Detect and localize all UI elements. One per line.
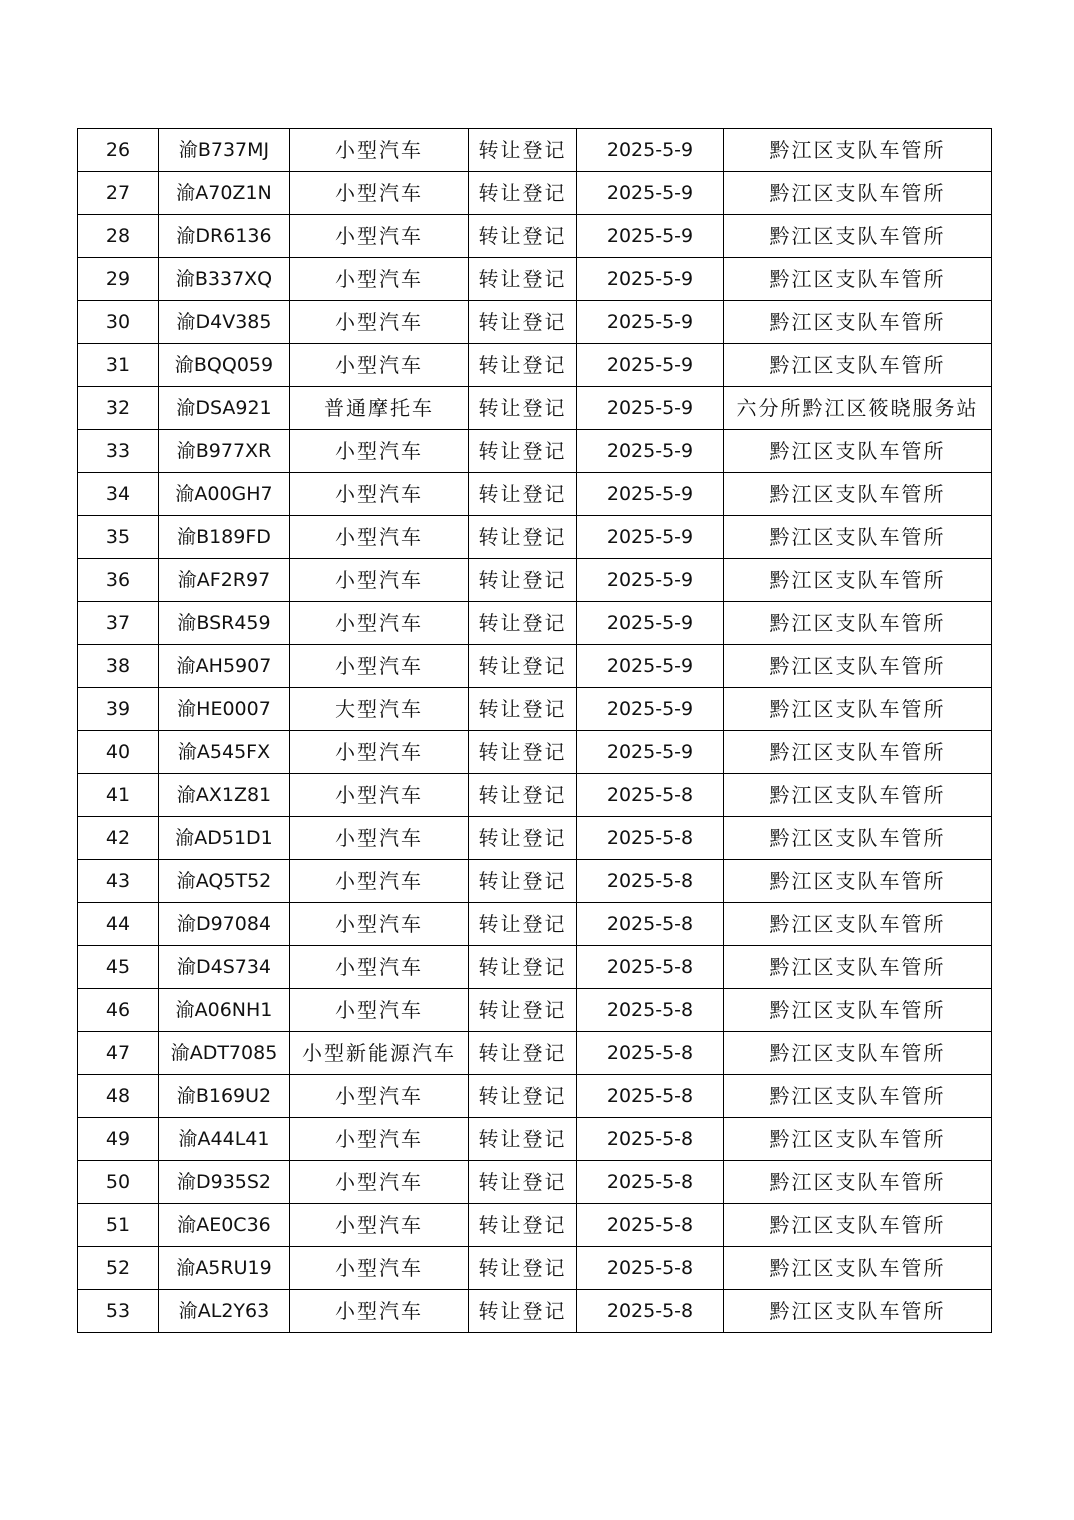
table-row xyxy=(78,1075,992,1118)
cell-plate-number: 渝AH5907 xyxy=(159,645,290,688)
cell-number: 47 xyxy=(78,1032,159,1075)
cell-business-type: 转让登记 xyxy=(469,1204,577,1247)
table-row xyxy=(78,1247,992,1290)
cell-vehicle-type: 小型汽车 xyxy=(290,473,469,516)
cell-vehicle-type: 小型汽车 xyxy=(290,129,469,172)
cell-vehicle-type: 小型汽车 xyxy=(290,172,469,215)
cell-plate-number: 渝D97084 xyxy=(159,903,290,946)
cell-office: 黔江区支队车管所 xyxy=(724,817,992,860)
cell-date: 2025-5-9 xyxy=(577,344,724,387)
cell-vehicle-type: 小型汽车 xyxy=(290,1204,469,1247)
cell-date: 2025-5-9 xyxy=(577,258,724,301)
cell-office: 黔江区支队车管所 xyxy=(724,129,992,172)
cell-date: 2025-5-9 xyxy=(577,129,724,172)
cell-office: 黔江区支队车管所 xyxy=(724,172,992,215)
cell-plate-number: 渝D935S2 xyxy=(159,1161,290,1204)
cell-office: 黔江区支队车管所 xyxy=(724,1290,992,1333)
cell-date: 2025-5-8 xyxy=(577,774,724,817)
cell-office: 黔江区支队车管所 xyxy=(724,1118,992,1161)
cell-office: 黔江区支队车管所 xyxy=(724,1032,992,1075)
cell-vehicle-type: 小型汽车 xyxy=(290,1118,469,1161)
table-row xyxy=(78,258,992,301)
table-row xyxy=(78,516,992,559)
cell-business-type: 转让登记 xyxy=(469,645,577,688)
cell-number: 38 xyxy=(78,645,159,688)
table-row xyxy=(78,645,992,688)
cell-number: 29 xyxy=(78,258,159,301)
cell-office: 黔江区支队车管所 xyxy=(724,903,992,946)
cell-office: 黔江区支队车管所 xyxy=(724,258,992,301)
cell-business-type: 转让登记 xyxy=(469,774,577,817)
cell-number: 37 xyxy=(78,602,159,645)
cell-business-type: 转让登记 xyxy=(469,903,577,946)
cell-number: 34 xyxy=(78,473,159,516)
cell-office: 黔江区支队车管所 xyxy=(724,215,992,258)
cell-date: 2025-5-9 xyxy=(577,430,724,473)
cell-date: 2025-5-8 xyxy=(577,1247,724,1290)
table-row xyxy=(78,774,992,817)
cell-office: 黔江区支队车管所 xyxy=(724,688,992,731)
cell-business-type: 转让登记 xyxy=(469,215,577,258)
cell-plate-number: 渝BQQ059 xyxy=(159,344,290,387)
cell-business-type: 转让登记 xyxy=(469,1032,577,1075)
cell-plate-number: 渝ADT7085 xyxy=(159,1032,290,1075)
table-row xyxy=(78,430,992,473)
cell-date: 2025-5-8 xyxy=(577,1118,724,1161)
cell-number: 44 xyxy=(78,903,159,946)
cell-date: 2025-5-8 xyxy=(577,1290,724,1333)
cell-business-type: 转让登记 xyxy=(469,172,577,215)
registration-table xyxy=(77,128,992,1333)
table-row xyxy=(78,1161,992,1204)
cell-number: 27 xyxy=(78,172,159,215)
table-row xyxy=(78,1118,992,1161)
cell-vehicle-type: 小型汽车 xyxy=(290,989,469,1032)
cell-plate-number: 渝A06NH1 xyxy=(159,989,290,1032)
cell-plate-number: 渝D4V385 xyxy=(159,301,290,344)
cell-business-type: 转让登记 xyxy=(469,344,577,387)
cell-office: 黔江区支队车管所 xyxy=(724,430,992,473)
table-row xyxy=(78,559,992,602)
table-row xyxy=(78,860,992,903)
cell-date: 2025-5-9 xyxy=(577,387,724,430)
registration-table-body xyxy=(78,129,992,1333)
cell-number: 30 xyxy=(78,301,159,344)
cell-office: 黔江区支队车管所 xyxy=(724,1075,992,1118)
cell-business-type: 转让登记 xyxy=(469,430,577,473)
cell-vehicle-type: 小型汽车 xyxy=(290,559,469,602)
cell-date: 2025-5-9 xyxy=(577,301,724,344)
cell-plate-number: 渝AL2Y63 xyxy=(159,1290,290,1333)
cell-business-type: 转让登记 xyxy=(469,688,577,731)
cell-number: 36 xyxy=(78,559,159,602)
table-row xyxy=(78,903,992,946)
cell-date: 2025-5-9 xyxy=(577,688,724,731)
cell-date: 2025-5-8 xyxy=(577,817,724,860)
cell-plate-number: 渝B337XQ xyxy=(159,258,290,301)
cell-plate-number: 渝A5RU19 xyxy=(159,1247,290,1290)
cell-vehicle-type: 小型汽车 xyxy=(290,946,469,989)
cell-number: 42 xyxy=(78,817,159,860)
cell-office: 黔江区支队车管所 xyxy=(724,774,992,817)
cell-number: 51 xyxy=(78,1204,159,1247)
cell-plate-number: 渝B189FD xyxy=(159,516,290,559)
cell-plate-number: 渝DR6136 xyxy=(159,215,290,258)
cell-date: 2025-5-8 xyxy=(577,1075,724,1118)
cell-date: 2025-5-8 xyxy=(577,1204,724,1247)
cell-date: 2025-5-9 xyxy=(577,602,724,645)
cell-office: 黔江区支队车管所 xyxy=(724,860,992,903)
table-row xyxy=(78,602,992,645)
cell-plate-number: 渝A545FX xyxy=(159,731,290,774)
cell-vehicle-type: 小型汽车 xyxy=(290,1290,469,1333)
cell-office: 黔江区支队车管所 xyxy=(724,559,992,602)
cell-vehicle-type: 小型汽车 xyxy=(290,516,469,559)
cell-vehicle-type: 小型汽车 xyxy=(290,215,469,258)
cell-office: 黔江区支队车管所 xyxy=(724,1161,992,1204)
cell-office: 黔江区支队车管所 xyxy=(724,1204,992,1247)
table-row xyxy=(78,946,992,989)
cell-vehicle-type: 小型汽车 xyxy=(290,903,469,946)
table-row xyxy=(78,387,992,430)
cell-office: 六分所黔江区筱晓服务站 xyxy=(724,387,992,430)
cell-date: 2025-5-8 xyxy=(577,989,724,1032)
cell-business-type: 转让登记 xyxy=(469,473,577,516)
table-row xyxy=(78,731,992,774)
table-row xyxy=(78,688,992,731)
cell-vehicle-type: 小型汽车 xyxy=(290,258,469,301)
cell-plate-number: 渝B169U2 xyxy=(159,1075,290,1118)
cell-date: 2025-5-9 xyxy=(577,516,724,559)
cell-vehicle-type: 小型新能源汽车 xyxy=(290,1032,469,1075)
cell-business-type: 转让登记 xyxy=(469,301,577,344)
cell-number: 39 xyxy=(78,688,159,731)
cell-plate-number: 渝B737MJ xyxy=(159,129,290,172)
cell-date: 2025-5-8 xyxy=(577,1032,724,1075)
cell-business-type: 转让登记 xyxy=(469,602,577,645)
cell-office: 黔江区支队车管所 xyxy=(724,473,992,516)
table-row xyxy=(78,817,992,860)
cell-number: 33 xyxy=(78,430,159,473)
cell-office: 黔江区支队车管所 xyxy=(724,602,992,645)
cell-plate-number: 渝AQ5T52 xyxy=(159,860,290,903)
cell-business-type: 转让登记 xyxy=(469,731,577,774)
cell-business-type: 转让登记 xyxy=(469,258,577,301)
cell-vehicle-type: 小型汽车 xyxy=(290,430,469,473)
cell-number: 50 xyxy=(78,1161,159,1204)
cell-business-type: 转让登记 xyxy=(469,1118,577,1161)
cell-vehicle-type: 小型汽车 xyxy=(290,645,469,688)
cell-business-type: 转让登记 xyxy=(469,1075,577,1118)
cell-vehicle-type: 小型汽车 xyxy=(290,1161,469,1204)
cell-business-type: 转让登记 xyxy=(469,989,577,1032)
cell-number: 26 xyxy=(78,129,159,172)
cell-office: 黔江区支队车管所 xyxy=(724,344,992,387)
cell-plate-number: 渝D4S734 xyxy=(159,946,290,989)
cell-number: 48 xyxy=(78,1075,159,1118)
cell-business-type: 转让登记 xyxy=(469,1290,577,1333)
cell-plate-number: 渝A70Z1N xyxy=(159,172,290,215)
cell-plate-number: 渝B977XR xyxy=(159,430,290,473)
table-row xyxy=(78,1032,992,1075)
cell-plate-number: 渝AE0C36 xyxy=(159,1204,290,1247)
cell-date: 2025-5-9 xyxy=(577,559,724,602)
cell-number: 40 xyxy=(78,731,159,774)
cell-office: 黔江区支队车管所 xyxy=(724,301,992,344)
cell-office: 黔江区支队车管所 xyxy=(724,731,992,774)
cell-vehicle-type: 小型汽车 xyxy=(290,1075,469,1118)
cell-plate-number: 渝A00GH7 xyxy=(159,473,290,516)
cell-plate-number: 渝AF2R97 xyxy=(159,559,290,602)
cell-plate-number: 渝DSA921 xyxy=(159,387,290,430)
cell-office: 黔江区支队车管所 xyxy=(724,946,992,989)
cell-number: 31 xyxy=(78,344,159,387)
cell-number: 41 xyxy=(78,774,159,817)
cell-business-type: 转让登记 xyxy=(469,946,577,989)
table-row xyxy=(78,1204,992,1247)
cell-number: 52 xyxy=(78,1247,159,1290)
cell-date: 2025-5-8 xyxy=(577,903,724,946)
cell-business-type: 转让登记 xyxy=(469,559,577,602)
cell-number: 28 xyxy=(78,215,159,258)
cell-number: 49 xyxy=(78,1118,159,1161)
cell-vehicle-type: 小型汽车 xyxy=(290,817,469,860)
cell-number: 35 xyxy=(78,516,159,559)
cell-plate-number: 渝AD51D1 xyxy=(159,817,290,860)
table-row xyxy=(78,344,992,387)
cell-office: 黔江区支队车管所 xyxy=(724,645,992,688)
cell-office: 黔江区支队车管所 xyxy=(724,1247,992,1290)
cell-vehicle-type: 小型汽车 xyxy=(290,1247,469,1290)
cell-number: 43 xyxy=(78,860,159,903)
cell-plate-number: 渝HE0007 xyxy=(159,688,290,731)
cell-plate-number: 渝BSR459 xyxy=(159,602,290,645)
table-row xyxy=(78,1290,992,1333)
cell-number: 32 xyxy=(78,387,159,430)
cell-date: 2025-5-8 xyxy=(577,860,724,903)
cell-date: 2025-5-8 xyxy=(577,1161,724,1204)
table-row xyxy=(78,172,992,215)
cell-number: 53 xyxy=(78,1290,159,1333)
cell-business-type: 转让登记 xyxy=(469,387,577,430)
cell-business-type: 转让登记 xyxy=(469,860,577,903)
cell-vehicle-type: 小型汽车 xyxy=(290,860,469,903)
cell-business-type: 转让登记 xyxy=(469,1161,577,1204)
cell-vehicle-type: 小型汽车 xyxy=(290,344,469,387)
cell-vehicle-type: 小型汽车 xyxy=(290,301,469,344)
cell-date: 2025-5-9 xyxy=(577,473,724,516)
cell-vehicle-type: 小型汽车 xyxy=(290,602,469,645)
cell-vehicle-type: 小型汽车 xyxy=(290,731,469,774)
table-row xyxy=(78,989,992,1032)
table-row xyxy=(78,301,992,344)
table-row xyxy=(78,473,992,516)
cell-date: 2025-5-9 xyxy=(577,172,724,215)
cell-vehicle-type: 大型汽车 xyxy=(290,688,469,731)
cell-plate-number: 渝A44L41 xyxy=(159,1118,290,1161)
cell-vehicle-type: 小型汽车 xyxy=(290,774,469,817)
cell-number: 46 xyxy=(78,989,159,1032)
cell-plate-number: 渝AX1Z81 xyxy=(159,774,290,817)
cell-number: 45 xyxy=(78,946,159,989)
cell-date: 2025-5-9 xyxy=(577,215,724,258)
cell-office: 黔江区支队车管所 xyxy=(724,989,992,1032)
cell-business-type: 转让登记 xyxy=(469,516,577,559)
cell-date: 2025-5-9 xyxy=(577,645,724,688)
cell-date: 2025-5-8 xyxy=(577,946,724,989)
cell-business-type: 转让登记 xyxy=(469,129,577,172)
cell-business-type: 转让登记 xyxy=(469,817,577,860)
cell-business-type: 转让登记 xyxy=(469,1247,577,1290)
cell-office: 黔江区支队车管所 xyxy=(724,516,992,559)
cell-vehicle-type: 普通摩托车 xyxy=(290,387,469,430)
table-row xyxy=(78,215,992,258)
table-row xyxy=(78,129,992,172)
cell-date: 2025-5-9 xyxy=(577,731,724,774)
